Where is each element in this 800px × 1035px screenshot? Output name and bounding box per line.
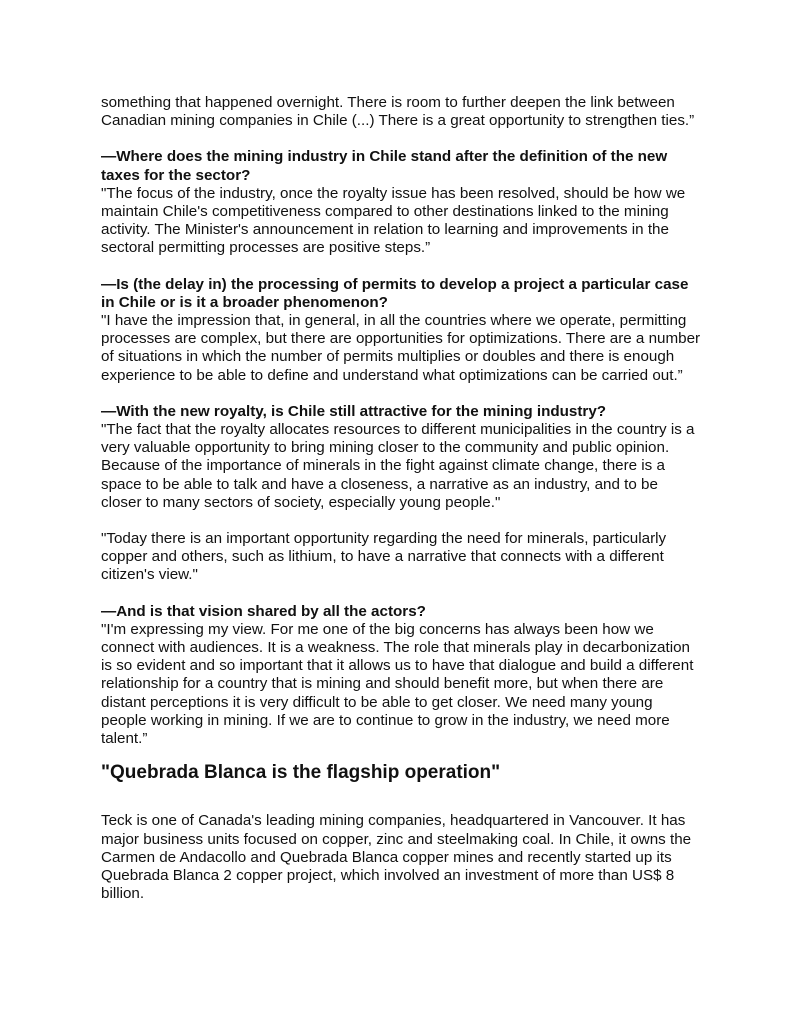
- qa-block-3: [101, 403, 701, 585]
- qa-block-4: [101, 603, 701, 749]
- section-block: [101, 812, 701, 903]
- answer-1: "The focus of the industry, once the royalty issue has been resolved, should be how we maintain Chile's competitiveness compared to other destinations linked to the mining activity. The Minister's announcement in relation to learning and improvements in the sectoral permitting processes are positive steps.”: [101, 184, 686, 257]
- answer-3b: "Today there is an important opportunity regarding the need for minerals, particularly copper and others, such as lithium, to have a narrative that connects with a different citizen's view.": [101, 530, 667, 584]
- section-heading: "Quebrada Blanca is the flagship operation": [101, 762, 501, 784]
- answer-2: "I have the impression that, in general, in all the countries where we operate, permitting processes are complex, but there are opportunities for optimizations. There are a number of situations in which the number of permits multiplies or doubles and there is enough experience to be able to define and understand what optimizations can be carried out.”: [101, 312, 701, 384]
- qa-block-1: [101, 148, 701, 257]
- question-1: —Where does the mining industry in Chile stand after the definition of the new taxes for the sector?: [101, 148, 668, 184]
- section-paragraph: Teck is one of Canada's leading mining companies, headquartered in Vancouver. It has major business units focused on copper, zinc and steelmaking coal. In Chile, it owns the Carmen de Andacollo and Quebrada Blanca copper mines and recently started up its Quebrada Blanca 2 copper project, which involved an investment of more than US$ 8 billion.: [101, 812, 692, 903]
- question-4: —And is that vision shared by all the actors?: [101, 602, 426, 620]
- answer-3a: "The fact that the royalty allocates resources to different municipalities in the country is a very valuable opportunity to bring mining closer to the community and public opinion. Because of the importance of minerals in the fight against climate change, there is a space to be able to talk and have a closeness, a narrative as an industry, and to be closer to many sectors of society, especially young people.": [101, 421, 695, 511]
- intro-paragraph: something that happened overnight. There is room to further deepen the link between Canadian mining companies in Chile (...) There is a great opportunity to strengthen ties.”: [101, 94, 695, 130]
- question-2: —Is (the delay in) the processing of permits to develop a project a particular case in Chile or is it a broader phenomenon?: [101, 275, 689, 311]
- intro-block: [101, 94, 701, 130]
- qa-block-2: [101, 276, 701, 385]
- question-3: —With the new royalty, is Chile still attractive for the mining industry?: [101, 402, 607, 420]
- document-page: [101, 94, 701, 903]
- answer-4: "I'm expressing my view. For me one of the big concerns has always been how we connect with audiences. It is a weakness. The role that minerals play in decarbonization is so evident and so important that it allows us to have that dialogue and build a different relationship for a country that is mining and should benefit more, but when there are distant perceptions it is very difficult to be able to get closer. We need many young people working in mining. If we are to continue to grow in the industry, we need more talent.”: [101, 620, 694, 748]
